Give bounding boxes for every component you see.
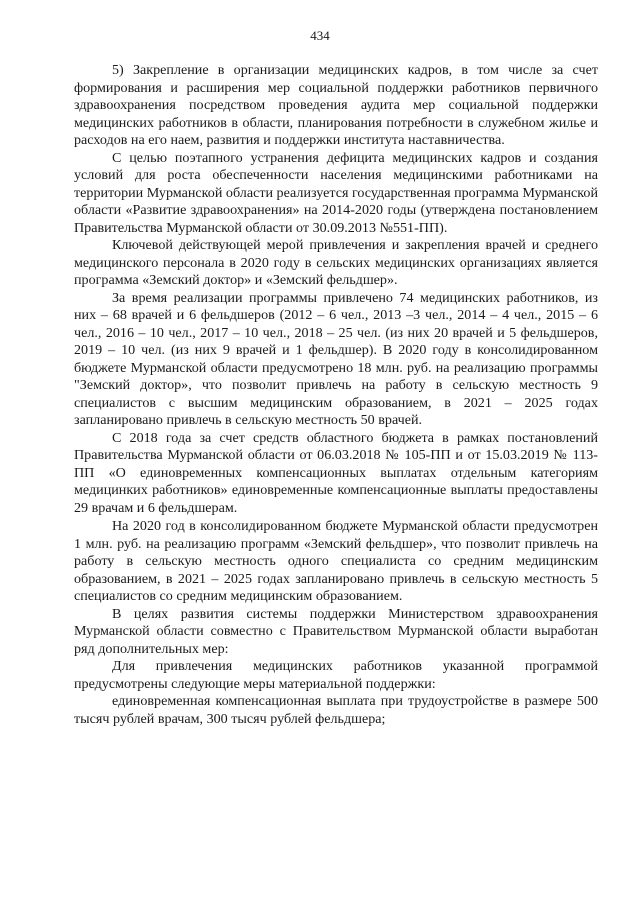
paragraph-key-measure: Ключевой действующей мерой привлечения и закрепления врачей и среднего медицинского персонала в 2020 году в сельских медицинских организациях является программа «Земский доктор» и «Земский фельдшер».: [74, 237, 598, 288]
paragraph-support-measures: Для привлечения медицинских работников указанной программой предусмотрены следующие меры материальной поддержки:: [74, 658, 598, 692]
paragraph-zemsky-feldsher: На 2020 год в консолидированном бюджете Мурманской области предусмотрен 1 млн. руб. на реализацию программ «Земский фельдшер», что позволит привлечь на работу в сельскую местность одного специалиста со средним медицинским образованием, в 2021 – 2025 годах запланировано привлечь в сельскую местность 5 специалистов со средним медицинским образованием.: [74, 518, 598, 604]
paragraph-program-results: За время реализации программы привлечено 74 медицинских работников, из них – 68 врачей и 6 фельдшеров (2012 – 6 чел., 2013 –3 чел., 2014 – 4 чел., 2015 – 6 чел., 2016 – 10 чел., 2017 – 10 чел., 2018 – 25 чел. (из них 20 врачей и 5 фельдшеров, 2019 – 10 чел. (из них 9 врачей и 1 фельдшер). В 2020 году в консолидированном бюджете Мурманской области предусмотрено 18 млн. руб. на реализацию программы "Земский доктор», что позволит привлечь на работу в сельскую местность 9 специалистов с высшим медицинским образованием, в 2021 – 2025 годах запланировано привлечь в сельскую местность 50 врачей.: [74, 289, 598, 428]
page-number: 434: [310, 28, 330, 43]
paragraph-additional-measures: В целях развития системы поддержки Министерством здравоохранения Мурманской области совместно с Правительством Мурманской области выработан ряд дополнительных мер:: [74, 605, 598, 657]
paragraph-lump-sum-payment: единовременная компенсационная выплата при трудоустройстве в размере 500 тысяч рублей врачам, 300 тысяч рублей фельдшера;: [74, 693, 598, 727]
paragraph-state-program: С целью поэтапного устранения дефицита медицинских кадров и создания условий для роста обеспеченности населения медицинскими работниками на территории Мурманской области реализуется государственная программа Мурманской области «Развитие здравоохранения» на 2014-2020 годы (утверждена постановлением Правительства Мурманской области от 30.09.2013 №551-ПП).: [74, 149, 598, 236]
document-body: [74, 62, 598, 728]
paragraph-staff-retention: 5) Закрепление в организации медицинских кадров, в том числе за счет формирования и расширения мер социальной поддержки работников первичного здравоохранения посредством проведения аудита мер социальной поддержки медицинских работников в области, планирования потребности в служебном жилье и расходов на его наем, развития и поддержки института наставничества.: [74, 62, 598, 148]
paragraph-compensation-payments: С 2018 года за счет средств областного бюджета в рамках постановлений Правительства Мурманской области от 06.03.2018 № 105-ПП и от 15.03.2019 № 113-ПП «О единовременных компенсационных выплатах отдельным категориям медицинких работников» единовременные компенсационные выплаты предоставлены 29 врачам и 6 фельдшерам.: [74, 429, 598, 516]
